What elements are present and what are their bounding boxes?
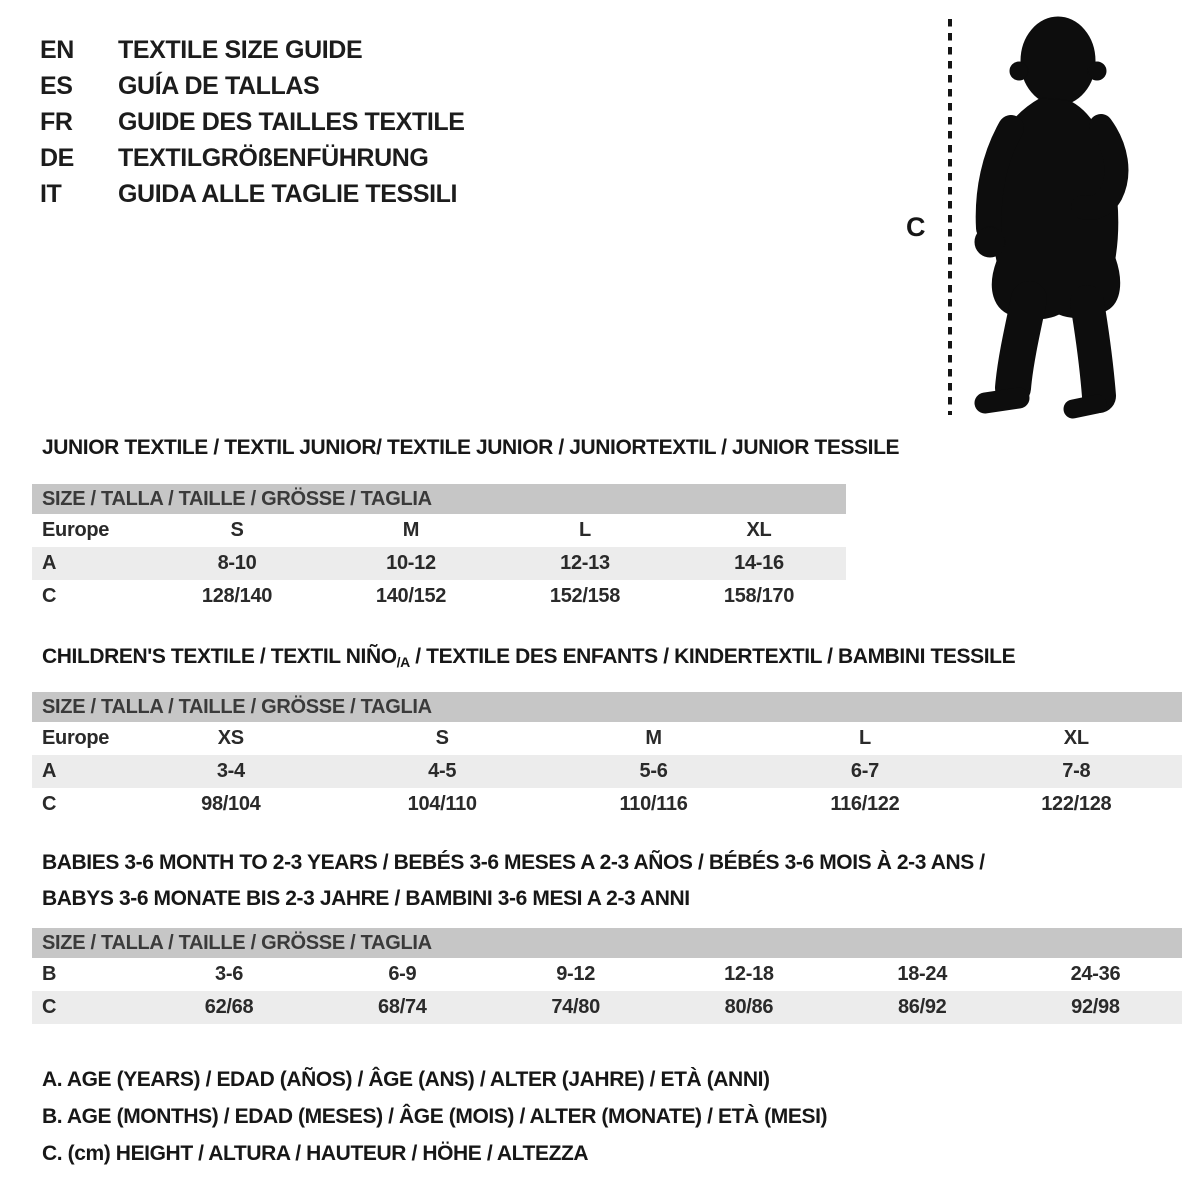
row-label: C — [42, 793, 57, 815]
baby-foot-left — [985, 398, 1019, 403]
table-cell: 5-6 — [548, 755, 759, 788]
table-row-height — [32, 991, 1182, 1024]
table-cell: 10-12 — [324, 547, 498, 580]
language-title: GUIDE DES TAILLES TEXTILE — [118, 108, 465, 136]
table-cell: 12-18 — [724, 963, 774, 985]
babies-section-title — [42, 845, 985, 917]
legend-line-c: C. (cm) HEIGHT / ALTURA / HAUTEUR / HÖHE / ALTEZZA — [42, 1142, 589, 1165]
table-cell: 3-6 — [215, 963, 244, 985]
table-cell: 68/74 — [316, 991, 489, 1024]
table-cell: 24-36 — [1070, 963, 1121, 985]
table-cell: 92/98 — [1009, 991, 1182, 1024]
babies-title-line1: BABIES 3-6 MONTH TO 2-3 YEARS / BEBÉS 3-6 MESES A 2-3 AÑOS / BÉBÉS 3-6 MOIS À 2-3 ANS / — [42, 851, 985, 874]
junior-size-table — [32, 484, 846, 613]
table-cell: 110/116 — [619, 793, 688, 815]
language-row-es — [40, 72, 465, 108]
table-cell: 86/92 — [836, 991, 1009, 1024]
table-cell: 80/86 — [662, 991, 835, 1024]
language-row-en — [40, 36, 465, 72]
table-row-height — [32, 580, 846, 613]
table-cell: XL — [746, 519, 772, 541]
table-cell: 9-12 — [556, 963, 596, 985]
table-cell: 152/158 — [549, 585, 621, 607]
baby-ear-right — [1088, 62, 1106, 80]
table-cell: S — [230, 519, 244, 541]
table-cell: 62/68 — [142, 991, 315, 1024]
table-row-age — [32, 755, 1182, 788]
table-cell: 12-13 — [498, 547, 672, 580]
table-cell: 6-9 — [388, 963, 417, 985]
table-cell: 140/152 — [375, 585, 447, 607]
baby-head — [1021, 17, 1095, 105]
language-row-it — [40, 180, 465, 216]
size-header: SIZE / TALLA / TAILLE / GRÖSSE / TAGLIA — [32, 484, 846, 514]
table-row-europe — [32, 514, 846, 547]
table-cell: XS — [217, 727, 244, 749]
table-cell: 4-5 — [337, 755, 548, 788]
table-cell: 104/110 — [407, 793, 477, 815]
children-title-post: / TEXTILE DES ENFANTS / KINDERTEXTIL / BAMBINI TESSILE — [409, 645, 1016, 668]
language-title: GUÍA DE TALLAS — [118, 72, 320, 100]
table-row-europe — [32, 722, 1182, 755]
table-cell: 14-16 — [672, 547, 846, 580]
table-cell: 128/140 — [201, 585, 273, 607]
junior-section-title: JUNIOR TEXTILE / TEXTIL JUNIOR/ TEXTILE JUNIOR / JUNIORTEXTIL / JUNIOR TESSILE — [42, 436, 900, 459]
language-row-de — [40, 144, 465, 180]
table-cell: 18-24 — [897, 963, 948, 985]
legend-line-b: B. AGE (MONTHS) / EDAD (MESES) / ÂGE (MOIS) / ALTER (MONATE) / ETÀ (MESI) — [42, 1105, 828, 1128]
table-cell: L — [579, 519, 591, 541]
table-row-months — [32, 958, 1182, 991]
row-label: A — [32, 547, 150, 580]
language-code: EN — [40, 36, 74, 64]
language-title: TEXTILE SIZE GUIDE — [118, 36, 363, 64]
table-cell: M — [645, 727, 662, 749]
children-size-table — [32, 692, 1182, 821]
table-cell: S — [435, 727, 449, 749]
table-cell: 116/122 — [830, 793, 900, 815]
language-row-fr — [40, 108, 465, 144]
table-cell: L — [858, 727, 871, 749]
height-measure-label: C — [906, 212, 926, 242]
row-label: A — [32, 755, 125, 788]
babies-size-table — [32, 928, 1182, 1024]
table-cell: 7-8 — [971, 755, 1182, 788]
children-title-pre: CHILDREN'S TEXTILE / TEXTIL NIÑO — [42, 645, 397, 668]
row-label: C — [32, 991, 142, 1024]
language-code: DE — [40, 144, 74, 172]
size-header: SIZE / TALLA / TAILLE / GRÖSSE / TAGLIA — [32, 928, 1182, 958]
table-cell: 3-4 — [125, 755, 336, 788]
table-row-height — [32, 788, 1182, 821]
baby-ear-left — [1010, 62, 1028, 80]
table-cell: XL — [1063, 727, 1089, 749]
babies-title-line2: BABYS 3-6 MONATE BIS 2-3 JAHRE / BAMBINI 3-6 MESI A 2-3 ANNI — [42, 887, 690, 910]
measurement-legend — [42, 1068, 827, 1179]
children-section-title — [42, 645, 1015, 669]
baby-hand-left — [975, 227, 1005, 257]
language-code: IT — [40, 180, 62, 208]
size-header: SIZE / TALLA / TAILLE / GRÖSSE / TAGLIA — [32, 692, 1182, 722]
table-cell: 98/104 — [201, 793, 261, 815]
toddler-silhouette — [975, 17, 1120, 409]
table-cell: 6-7 — [759, 755, 970, 788]
language-title: GUIDA ALLE TAGLIE TESSILI — [118, 180, 458, 208]
baby-foot-right — [1073, 404, 1097, 409]
language-code: FR — [40, 108, 73, 136]
language-code: ES — [40, 72, 73, 100]
row-label: C — [42, 585, 57, 607]
baby-leg-right — [1087, 302, 1099, 396]
row-label: Europe — [42, 519, 110, 541]
children-title-subscript: /A — [396, 654, 410, 670]
baby-figure-area — [898, 14, 1158, 426]
row-label: Europe — [42, 727, 110, 749]
table-cell: 74/80 — [489, 991, 662, 1024]
language-list — [40, 36, 465, 216]
table-cell: 8-10 — [150, 547, 324, 580]
row-label: B — [42, 963, 57, 985]
baby-leg-left — [1013, 299, 1029, 388]
table-cell: M — [402, 519, 420, 541]
table-cell: 158/170 — [723, 585, 795, 607]
language-title: TEXTILGRÖßENFÜHRUNG — [118, 144, 429, 172]
table-row-age — [32, 547, 846, 580]
table-cell: 122/128 — [1041, 793, 1112, 815]
legend-line-a: A. AGE (YEARS) / EDAD (AÑOS) / ÂGE (ANS) / ALTER (JAHRE) / ETÀ (ANNI) — [42, 1068, 770, 1091]
